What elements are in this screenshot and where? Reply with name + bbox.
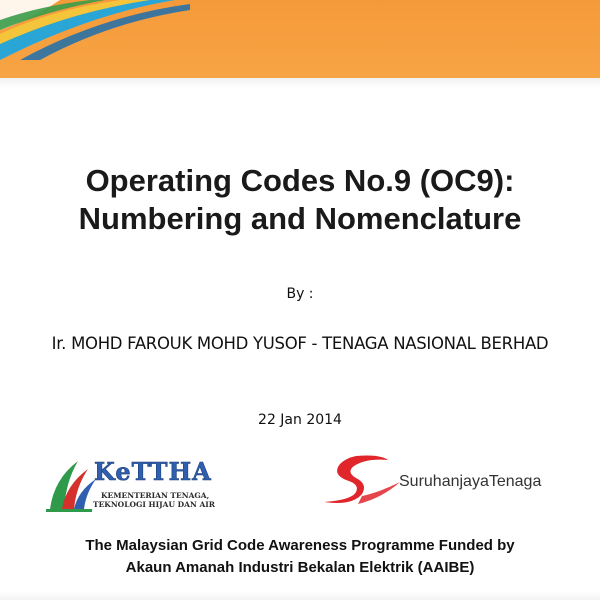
- title-line-1: Operating Codes No.9 (OC9):: [85, 163, 515, 198]
- slide-title: [0, 162, 600, 238]
- header-swoosh-icon: [0, 0, 190, 60]
- presentation-date: 22 Jan 2014: [258, 412, 342, 428]
- footer-line-2: Akaun Amanah Industri Bekalan Elektrik (AAIBE): [125, 559, 475, 576]
- ketha-emblem-icon: [44, 455, 98, 513]
- author-line: Ir. MOHD FAROUK MOHD YUSOF - TENAGA NASIONAL BERHAD: [51, 334, 549, 353]
- title-line-2: Numbering and Nomenclature: [78, 201, 522, 236]
- header-shadow: [0, 78, 600, 88]
- footer-line-1: The Malaysian Grid Code Awareness Programme Funded by: [85, 537, 515, 554]
- st-swirl-icon: [322, 452, 402, 510]
- ketha-wordmark: KeTTHA: [94, 457, 212, 486]
- suruhanjaya-tenaga-wordmark: SuruhanjayaTenaga: [399, 473, 542, 490]
- ketha-logo: [44, 455, 234, 515]
- ketha-ministry-line-2: TEKNOLOGI HIJAU DAN AIR: [93, 500, 215, 509]
- ketha-ministry-line-1: KEMENTERIAN TENAGA,: [101, 491, 210, 500]
- bottom-edge: [0, 592, 600, 600]
- suruhanjaya-tenaga-logo: [322, 452, 582, 510]
- funding-footer: [0, 535, 600, 579]
- by-label: By :: [286, 286, 314, 302]
